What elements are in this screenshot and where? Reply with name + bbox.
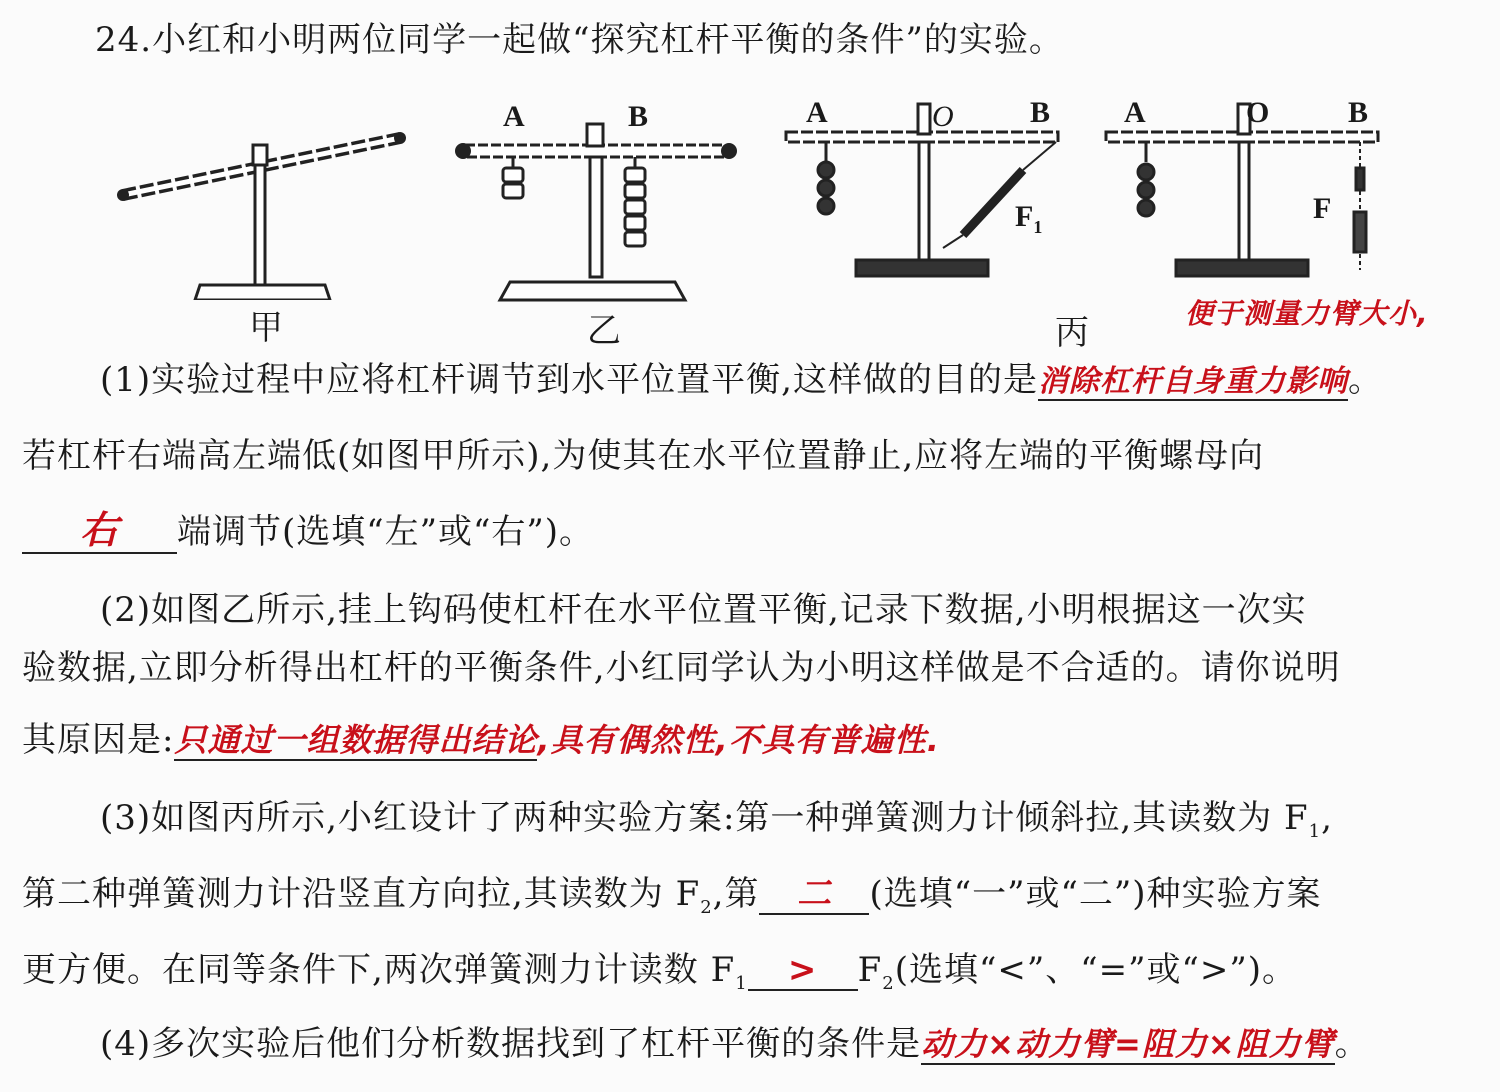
answer-plan: 二 bbox=[759, 876, 869, 915]
figure-yi-label-a: A bbox=[503, 100, 525, 133]
figure-bing-right-label-o: O bbox=[1246, 96, 1270, 129]
figure-bing-right-label-b: B bbox=[1348, 96, 1369, 129]
figure-yi bbox=[445, 110, 745, 305]
answer-reason-underlined: 只通过一组数据得出结论 bbox=[174, 721, 538, 759]
figure-bing-left-label-b: B bbox=[1030, 96, 1051, 129]
part3-line1: (3)如图丙所示,小红设计了两种实验方案:第一种弹簧测力计倾斜拉,其读数为 $F_1$, bbox=[100, 798, 1333, 842]
answer-balance-condition: 动力×动力臂=阻力×阻力臂 bbox=[921, 1025, 1335, 1063]
part1-prompt: (1)实验过程中应将杠杆调节到水平位置平衡,这样做的目的是 bbox=[100, 360, 1038, 400]
part3-line3: 更方便。在同等条件下,两次弹簧测力计读数 $F_1 > F_2$(选填“<”、“=”或“>”)。 bbox=[22, 950, 1298, 994]
figure-bing-left-force: $F_1$ bbox=[1015, 200, 1043, 237]
figure-bing-caption: 丙 bbox=[1055, 313, 1089, 353]
part2-line3: 其原因是:只通过一组数据得出结论,具有偶然性,不具有普遍性. bbox=[22, 720, 940, 760]
figure-yi-label-b: B bbox=[628, 100, 649, 133]
question-title-text: 小红和小明两位同学一起做“探究杠杆平衡的条件”的实验。 bbox=[152, 20, 1064, 60]
question-number: 24. bbox=[95, 20, 153, 60]
question-title bbox=[95, 12, 1064, 61]
part1-line1: (1)实验过程中应将杠杆调节到水平位置平衡,这样做的目的是消除杠杆自身重力影响。 bbox=[100, 360, 1383, 400]
figure-bing-right-label-a: A bbox=[1124, 96, 1146, 129]
part1-line3: 右 端调节(选填“左”或“右”)。 bbox=[22, 504, 594, 554]
lever-tilted-diagram bbox=[115, 120, 415, 300]
lever-balanced-weights-diagram bbox=[445, 110, 745, 305]
figure-jia-caption: 甲 bbox=[249, 308, 283, 348]
answer-compare: > bbox=[748, 952, 858, 991]
figure-bing-left-label-o: O bbox=[932, 100, 954, 133]
part4-line: (4)多次实验后他们分析数据找到了杠杆平衡的条件是动力×动力臂=阻力×阻力臂。 bbox=[100, 1024, 1370, 1064]
answer-direction: 右 bbox=[22, 510, 177, 554]
handwritten-note-extra: 便于测量力臂大小, bbox=[1185, 297, 1429, 330]
figure-bing-right-force: F bbox=[1313, 192, 1332, 225]
figure-yi-caption: 乙 bbox=[587, 311, 621, 351]
answer-reason-rest: ,具有偶然性,不具有普遍性. bbox=[537, 721, 940, 759]
part2-line1: (2)如图乙所示,挂上钩码使杠杆在水平位置平衡,记录下数据,小明根据这一次实 bbox=[100, 590, 1307, 630]
part3-line2: 第二种弹簧测力计沿竖直方向拉,其读数为 $F_2$,第 二 (选填“一”或“二”)种实验方案 bbox=[22, 874, 1322, 918]
answer-purpose: 消除杠杆自身重力影响 bbox=[1037, 364, 1348, 399]
figure-bing-left-label-a: A bbox=[806, 96, 828, 129]
figure-jia bbox=[115, 120, 415, 300]
part2-line2: 验数据,立即分析得出杠杆的平衡条件,小红同学认为小明这样做是不合适的。请你说明 bbox=[22, 648, 1341, 688]
part1-line2: 若杠杆右端高左端低(如图甲所示),为使其在水平位置静止,应将左端的平衡螺母向 bbox=[22, 436, 1265, 476]
